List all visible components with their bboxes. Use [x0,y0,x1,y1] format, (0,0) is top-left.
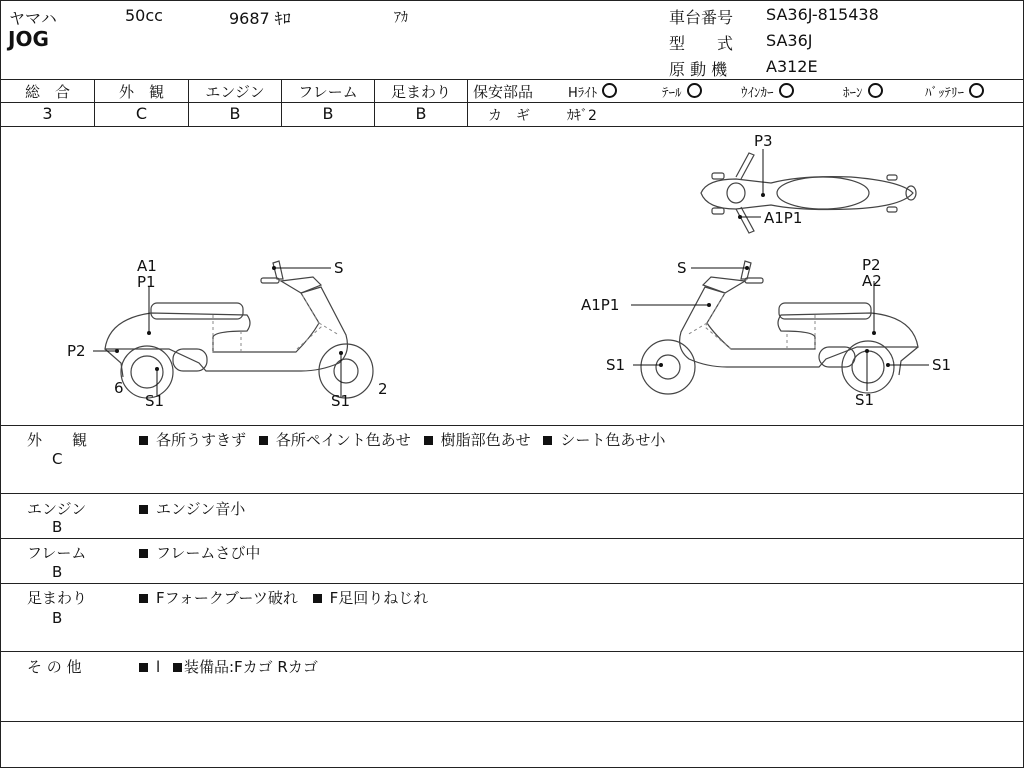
note-item: l [156,658,161,676]
ok-circle-icon [868,83,883,98]
label-right-p2: P2 [862,256,881,274]
key-value: ｶｷﾞ2 [567,108,597,124]
label-right-s1-front: S1 [606,356,626,374]
frame-label: フレーム [298,83,358,101]
note-item: 装備品:Fカゴ Rカゴ [183,658,318,676]
note-item: エンジン音小 [156,500,246,518]
label-right-a1p1: A1P1 [581,296,620,314]
note-item: 各所うすきず [156,431,247,449]
note-category-exterior: 外 観 [27,431,88,449]
note-items-engine [139,498,245,519]
note-items-other [139,656,318,677]
label-top-p3: P3 [754,132,773,150]
label-left-p2: P2 [67,342,86,360]
label-left-2: 2 [378,380,388,398]
horn-status [843,82,883,101]
bullet-square-icon [139,436,148,445]
headlight-label: Hﾗｲﾄ [568,86,598,101]
label-left-6: 6 [114,379,124,397]
model-type-label: 型 式 [669,34,734,53]
note-grade-frame: B [52,563,63,581]
ok-circle-icon [969,83,984,98]
winker-label: ｳｲﾝｶｰ [741,86,774,101]
note-category-frame: フレーム [27,544,87,562]
frame-number-label: 車台番号 [669,8,734,27]
displacement: 50cc [125,6,163,25]
engine-model: A312E [766,57,818,76]
note-category-other: そ の 他 [27,658,82,676]
tail-label: ﾃｰﾙ [662,86,682,101]
label-left-a1: A1 [137,257,157,275]
frame-grade: B [322,104,334,123]
note-item: 樹脂部色あせ [440,431,531,449]
battery-status [925,82,984,101]
battery-label: ﾊﾞｯﾃﾘｰ [925,86,964,101]
label-left-s: S [334,259,344,277]
winker-status [741,82,794,101]
note-category-engine: エンジン [27,500,87,518]
horn-label: ﾎｰﾝ [843,86,863,101]
note-item: 各所ペイント色あせ [275,431,411,449]
bullet-square-icon [139,505,148,514]
note-item: フレームさび中 [156,544,261,562]
engine-label: エンジン [205,83,265,101]
bullet-square-icon [543,436,552,445]
engine-model-label: 原 動 機 [669,60,728,79]
ok-circle-icon [779,83,794,98]
note-item: Fフォークブーツ破れ [156,589,298,607]
bullet-square-icon [139,663,148,672]
note-category-suspension: 足まわり [27,589,88,607]
label-right-a2: A2 [862,272,882,290]
note-items-suspension [139,587,428,608]
bullet-square-icon [173,663,182,672]
headlight-status [568,82,617,101]
note-items-frame [139,542,260,563]
label-top-a1p1: A1P1 [764,209,803,227]
note-item: F足回りねじれ [329,589,429,607]
model-name: JOG [8,27,49,51]
bullet-square-icon [139,549,148,558]
model-type: SA36J [766,31,813,50]
mileage: 9687 ｷﾛ [229,9,291,28]
safety-label: 保安部品 [473,83,534,101]
ok-circle-icon [602,83,617,98]
suspension-label: 足まわり [390,83,451,101]
frame-number: SA36J-815438 [766,5,879,24]
label-left-p1: P1 [137,273,156,291]
label-right-s1-rear: S1 [932,356,952,374]
ok-circle-icon [687,83,702,98]
bullet-square-icon [313,594,322,603]
overall-grade: 3 [42,104,53,123]
bullet-square-icon [139,594,148,603]
overall-label: 総 合 [24,83,70,101]
suspension-grade: B [415,104,427,123]
note-grade-engine: B [52,518,63,536]
note-items-exterior [139,429,665,450]
exterior-label: 外 観 [118,83,164,101]
bullet-square-icon [424,436,433,445]
note-grade-exterior: C [52,450,63,468]
label-left-s1-front: S1 [145,392,165,410]
damage-diagram [1,127,1023,425]
bullet-square-icon [259,436,268,445]
note-item: シート色あせ小 [560,431,666,449]
key-label: カ ギ [488,108,530,124]
label-right-s1-bottom: S1 [855,391,875,409]
note-grade-suspension: B [52,609,63,627]
label-right-s: S [677,259,687,277]
tail-status [662,82,702,101]
color: ｱｶ [394,10,408,26]
label-left-s1-rear: S1 [331,392,351,410]
engine-grade: B [229,104,241,123]
exterior-grade: C [135,104,148,123]
scooter-top-view [701,153,916,233]
maker: ヤマハ [9,9,57,28]
